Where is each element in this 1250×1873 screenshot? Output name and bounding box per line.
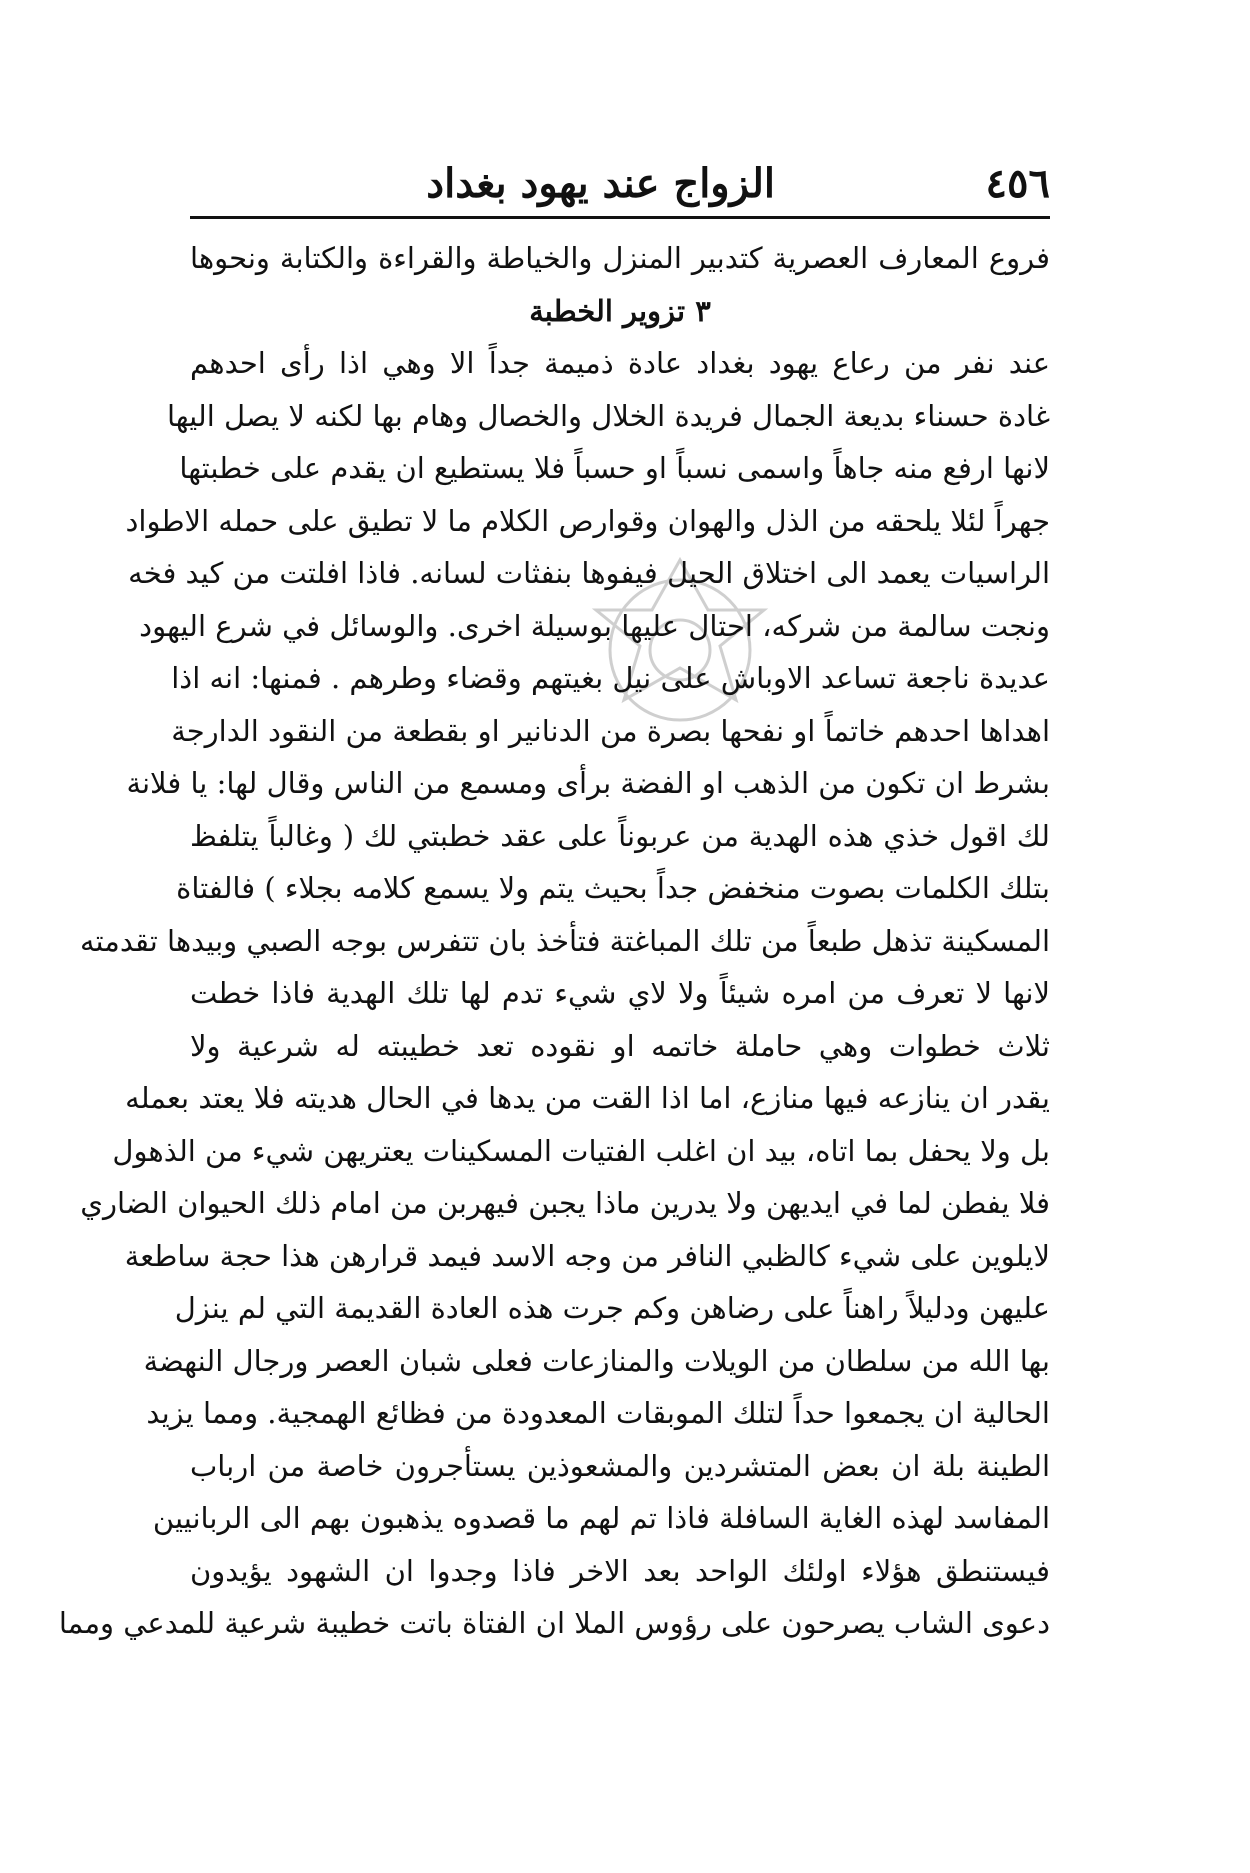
text-line: يقدر ان ينازعه فيها منازع، اما اذا القت من يدها في الحال هديته فلا يعتد بعمله	[125, 1081, 1050, 1115]
text-line: المفاسد لهذه الغاية السافلة فاذا تم لهم ما قصدوه يذهبون بهم الى الربانيين	[152, 1501, 1050, 1535]
text-line: الراسيات يعمد الى اختلاق الحيل فيفوها بنفثات لسانه. فاذا افلتت من كيد فخه	[128, 556, 1050, 590]
text-line: عديدة ناجعة تساعد الاوباش على نيل بغيتهم وقضاء وطرهم . فمنها: انه اذا	[171, 661, 1050, 695]
page-number: ٤٥٦	[985, 160, 1050, 207]
text-line: الطينة بلة ان بعض المتشردين والمشعوذين يستأجرون خاصة من ارباب	[190, 1448, 1050, 1483]
text-line: عند نفر من رعاع يهود بغداد عادة ذميمة جداً الا وهي اذا رأى احدهم	[190, 346, 1050, 380]
header-rule	[190, 216, 1050, 219]
text-line: فروع المعارف العصرية كتدبير المنزل والخياطة والقراءة والكتابة ونحوها	[190, 241, 1050, 275]
text-line: فلا يفطن لما في ايديهن ولا يدرين ماذا يجبن فيهربن من امام ذلك الحيوان الضاري	[80, 1186, 1050, 1220]
running-title: الزواج عند يهود بغداد	[426, 160, 775, 207]
text-line: ثلاث خطوات وهي حاملة خاتمه او نقوده تعد خطيبته له شرعية ولا	[190, 1028, 1050, 1063]
text-line: غادة حسناء بديعة الجمال فريدة الخلال والخصال وهام بها لكنه لا يصل اليها	[166, 398, 1050, 433]
text-line: الحالية ان يجمعوا حداً لتلك الموبقات المعدودة من فظائع الهمجية. ومما يزيد	[146, 1396, 1050, 1430]
section-heading: ٣ تزوير الخطبة	[529, 293, 711, 328]
text-line: دعوى الشاب يصرحون على رؤوس الملا ان الفتاة باتت خطيبة شرعية للمدعي ومما	[58, 1606, 1050, 1640]
page-header	[190, 158, 1050, 222]
body-text	[58, 232, 1050, 1650]
text-line: لانها لا تعرف من امره شيئاً ولا لاي شيء تدم لها تلك الهدية فاذا خطت	[190, 976, 1050, 1010]
text-line: اهداها احدهم خاتماً او نفحها بصرة من الدنانير او بقطعة من النقود الدارجة	[171, 713, 1050, 748]
text-line: بها الله من سلطان من الويلات والمنازعات فعلى شبان العصر ورجال النهضة	[143, 1343, 1050, 1378]
text-line: جهراً لئلا يلحقه من الذل والهوان وقوارص الكلام ما لا تطيق على حمله الاطواد	[125, 503, 1050, 538]
text-line: عليهن ودليلاً راهناً على رضاهن وكم جرت هذه العادة القديمة التي لم ينزل	[174, 1291, 1050, 1325]
text-line: بشرط ان تكون من الذهب او الفضة برأى ومسمع من الناس وقال لها: يا فلانة	[126, 766, 1050, 800]
text-line: المسكينة تذهل طبعاً من تلك المباغتة فتأخذ بان تتفرس بوجه الصبي وبيدها تقدمته	[79, 923, 1050, 958]
text-line: بل ولا يحفل بما اتاه، بيد ان اغلب الفتيات المسكينات يعتريهن شيء من الذهول	[112, 1133, 1050, 1168]
text-line: بتلك الكلمات بصوت منخفض جداً بحيث يتم ولا يسمع كلامه بجلاء ) فالفتاة	[176, 871, 1050, 905]
text-line: لانها ارفع منه جاهاً واسمى نسباً او حسباً فلا يستطيع ان يقدم على خطبتها	[179, 451, 1050, 485]
text-line: فيستنطق هؤلاء اولئك الواحد بعد الاخر فاذا وجدوا ان الشهود يؤيدون	[190, 1553, 1050, 1588]
text-line: لايلوين على شيء كالظبي النافر من وجه الاسد فيمد قرارهن هذا حجة ساطعة	[124, 1238, 1050, 1273]
text-line: لك اقول خذي هذه الهدية من عربوناً على عقد خطبتي لك ( وغالباً يتلفظ	[190, 818, 1050, 853]
text-line: ونجت سالمة من شركه، احتال عليها بوسيلة اخرى. والوسائل في شرع اليهود	[139, 608, 1050, 643]
